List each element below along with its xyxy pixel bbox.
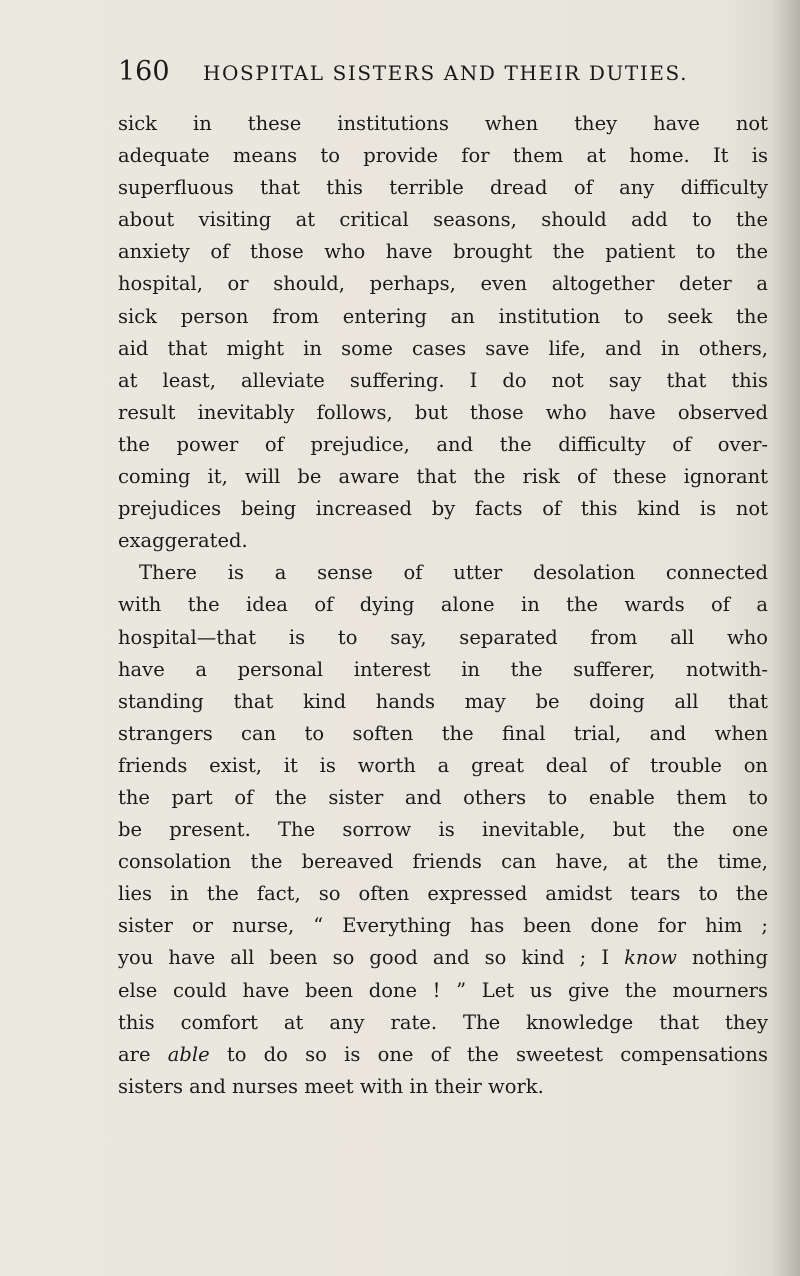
text-line: have a personal interest in the sufferer, notwith-	[118, 657, 768, 681]
text-segment: are	[118, 1042, 151, 1066]
body-text	[118, 108, 768, 1103]
text-line: aid that might in some cases save life, and in others,	[118, 336, 768, 360]
text-line: hospital, or should, perhaps, even altogether deter a	[118, 272, 768, 296]
text-line: standing that kind hands may be doing all that	[118, 689, 768, 713]
text-segment: nothing	[692, 946, 768, 970]
text-line: at least, alleviate suffering. I do not say that this	[118, 368, 768, 392]
text-line: hospital—that is to say, separated from all who	[118, 625, 768, 649]
text-line: lies in the fact, so often expressed amidst tears to the	[118, 882, 768, 906]
page-number: 160	[118, 56, 170, 87]
italic-word: know	[624, 946, 677, 970]
text-line: the part of the sister and others to enable them to	[118, 785, 768, 809]
text-line: anxiety of those who have brought the patient to the	[118, 240, 768, 264]
text-line: with the idea of dying alone in the wards of a	[118, 593, 768, 617]
text-line: this comfort at any rate. The knowledge that they	[118, 1010, 768, 1034]
text-line: sick person from entering an institution to seek the	[118, 304, 768, 328]
text-line: be present. The sorrow is inevitable, but the one	[118, 818, 768, 842]
paragraph-end-line: exaggerated.	[118, 529, 248, 553]
text-line: consolation the bereaved friends can have, at the time,	[118, 850, 768, 874]
running-title: HOSPITAL SISTERS AND THEIR DUTIES.	[203, 61, 689, 85]
text-line: else could have been done ! ” Let us give the mourners	[118, 978, 768, 1002]
text-line: friends exist, it is worth a great deal of trouble on	[118, 753, 768, 777]
text-segment: you have all been so good and so kind ; I	[118, 946, 610, 970]
text-line: coming it, will be aware that the risk of these ignorant	[118, 465, 768, 489]
text-line: result inevitably follows, but those who have observed	[118, 400, 768, 424]
text-line: prejudices being increased by facts of this kind is not	[118, 497, 768, 521]
text-segment: to do so is one of the sweetest compensations	[226, 1042, 768, 1066]
page-header	[118, 52, 718, 92]
italic-word: able	[167, 1042, 210, 1066]
text-line: adequate means to provide for them at home. It is	[118, 144, 768, 168]
text-line: strangers can to soften the final trial, and when	[118, 721, 768, 745]
text-line: about visiting at critical seasons, should add to the	[118, 208, 768, 232]
paragraph-start-line: There is a sense of utter desolation connected	[139, 561, 768, 585]
text-line	[118, 942, 768, 974]
text-line	[118, 1039, 768, 1071]
text-line: sick in these institutions when they have not	[118, 112, 768, 135]
paragraph-end-line: sisters and nurses meet with in their work.	[118, 1074, 544, 1098]
text-line: the power of prejudice, and the difficulty of over-	[118, 432, 768, 456]
text-line: sister or nurse, “ Everything has been done for him ;	[118, 914, 768, 938]
text-line: superfluous that this terrible dread of any difficulty	[118, 176, 768, 200]
page-edge-shadow	[772, 0, 800, 1276]
